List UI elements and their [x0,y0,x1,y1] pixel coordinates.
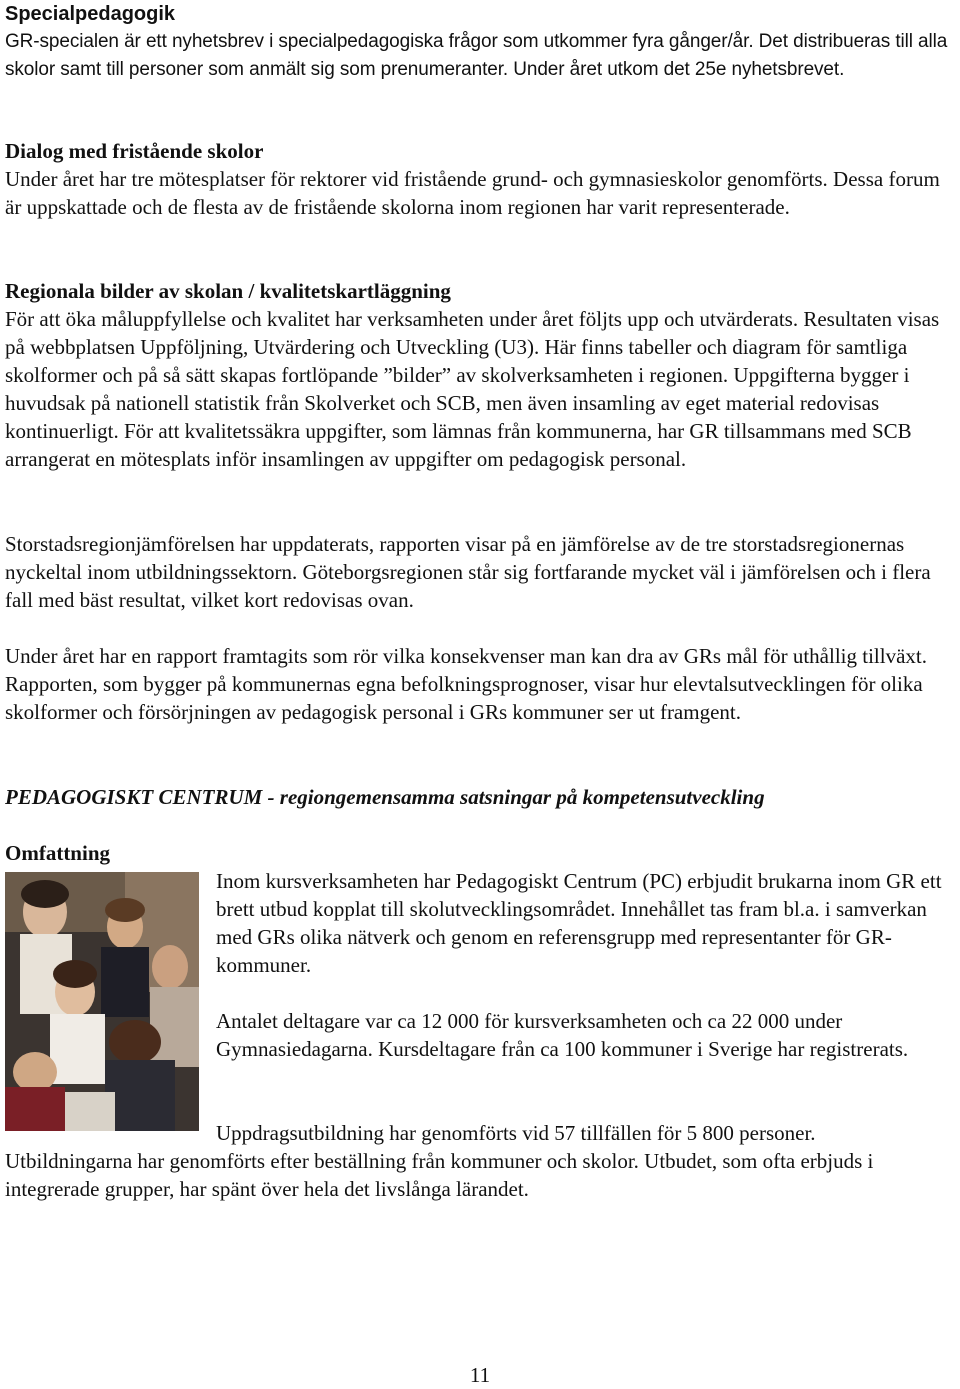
section-dialog [5,137,955,221]
paragraph-omfattning-3-first: Uppdragsutbildning har genomförts vid 57 tillfällen för 5 800 personer. [216,1121,816,1145]
heading-omfattning: Omfattning [5,841,110,865]
paragraph-omfattning-1: Inom kursverksamheten har Pedagogiskt Centrum (PC) erbjudit brukarna inom GR ett brett utbud kopplat till skolutvecklingsområdet. Innehållet tas fram bl.a. i samverkan med GRs olika nätverk och genom en referensgrupp med representanter för GR-kommuner. [216,869,942,977]
omfattning-paragraph-3-rest-block [5,1147,955,1203]
section-rapport [5,642,955,726]
paragraph-omfattning-2: Antalet deltagare var ca 12 000 för kursverksamheten och ca 22 000 under Gymnasiedagarna. Kursdeltagare från ca 100 kommuner i Sverige har registrerats. [216,1009,909,1061]
paragraph-dialog: Under året har tre mötesplatser för rektorer vid fristående grund- och gymnasieskolor genomförts. Dessa forum är uppskattade och de flesta av de fristående skolorna inom regionen har varit representerade. [5,167,940,219]
group-photo-illustration [5,872,199,1131]
section-specialpedagogik [5,0,955,84]
page-number: 11 [469,1363,491,1387]
omfattning-paragraph-3-block [216,1119,955,1147]
section-storstad [5,530,955,614]
paragraph-regionala: För att öka måluppfyllelse och kvalitet har verksamheten under året följts upp och utvärderats. Resultaten visas på webbplatsen Uppföljning, Utvärdering och Utveckling (U3). Här finns tabeller och diagram för samtliga skolformer och på så sätt skapas fortlöpande ”bilder” av skolverksamheten i regionen. Uppgifterna bygger i huvudsak på nationell statistik från Skolverket och SCB, men även insamling av eget material redovisas kontinuerligt. För att kvalitetssäkra uppgifter, som lämnas från kommunerna, har GR tillsammans med SCB arrangerat en mötesplats inför insamlingen av uppgifter om pedagogisk personal. [5,307,940,471]
heading-pedagogiskt-centrum: PEDAGOGISKT CENTRUM - regiongemensamma satsningar på kompetensutveckling [5,785,765,809]
heading-specialpedagogik: Specialpedagogik [5,3,176,25]
heading-regionala: Regionala bilder av skolan / kvalitetskartläggning [5,279,451,303]
section-regionala [5,277,955,473]
section-omfattning [5,839,955,867]
omfattning-paragraph-2-block [216,1007,955,1063]
group-photo [5,872,199,1131]
paragraph-rapport: Under året har en rapport framtagits som rör vilka konsekvenser man kan dra av GRs mål för uthållig tillväxt. Rapporten, som bygger på kommunernas egna befolkningsprognoser, visar hur elevtalsutvecklingen för olika skolformer och försörjningen av pedagogisk personal i GRs kommuner ser ut framgent. [5,644,927,724]
paragraph-specialpedagogik: GR-specialen är ett nyhetsbrev i specialpedagogiska frågor som utkommer fyra gånger/år. Det distribueras till alla skolor samt till personer som anmält sig som prenumeranter. Under året utkom det 25e nyhetsbrevet. [5,31,948,80]
paragraph-storstad: Storstadsregionjämförelsen har uppdaterats, rapporten visar på en jämförelse av de tre storstadsregionernas nyckeltal inom utbildningssektorn. Göteborgsregionen står sig fortfarande mycket väl i jämförelsen och i flera fall med bäst resultat, vilket kort redovisas ovan. [5,532,931,612]
heading-dialog: Dialog med fristående skolor [5,139,264,163]
paragraph-omfattning-3-rest: Utbildningarna har genomförts efter beställning från kommuner och skolor. Utbudet, som ofta erbjuds i integrerade grupper, har spänt över hela det livslånga lärandet. [5,1149,874,1201]
section-pedagogiskt-centrum [5,783,955,811]
omfattning-paragraph-1-block [216,867,955,979]
